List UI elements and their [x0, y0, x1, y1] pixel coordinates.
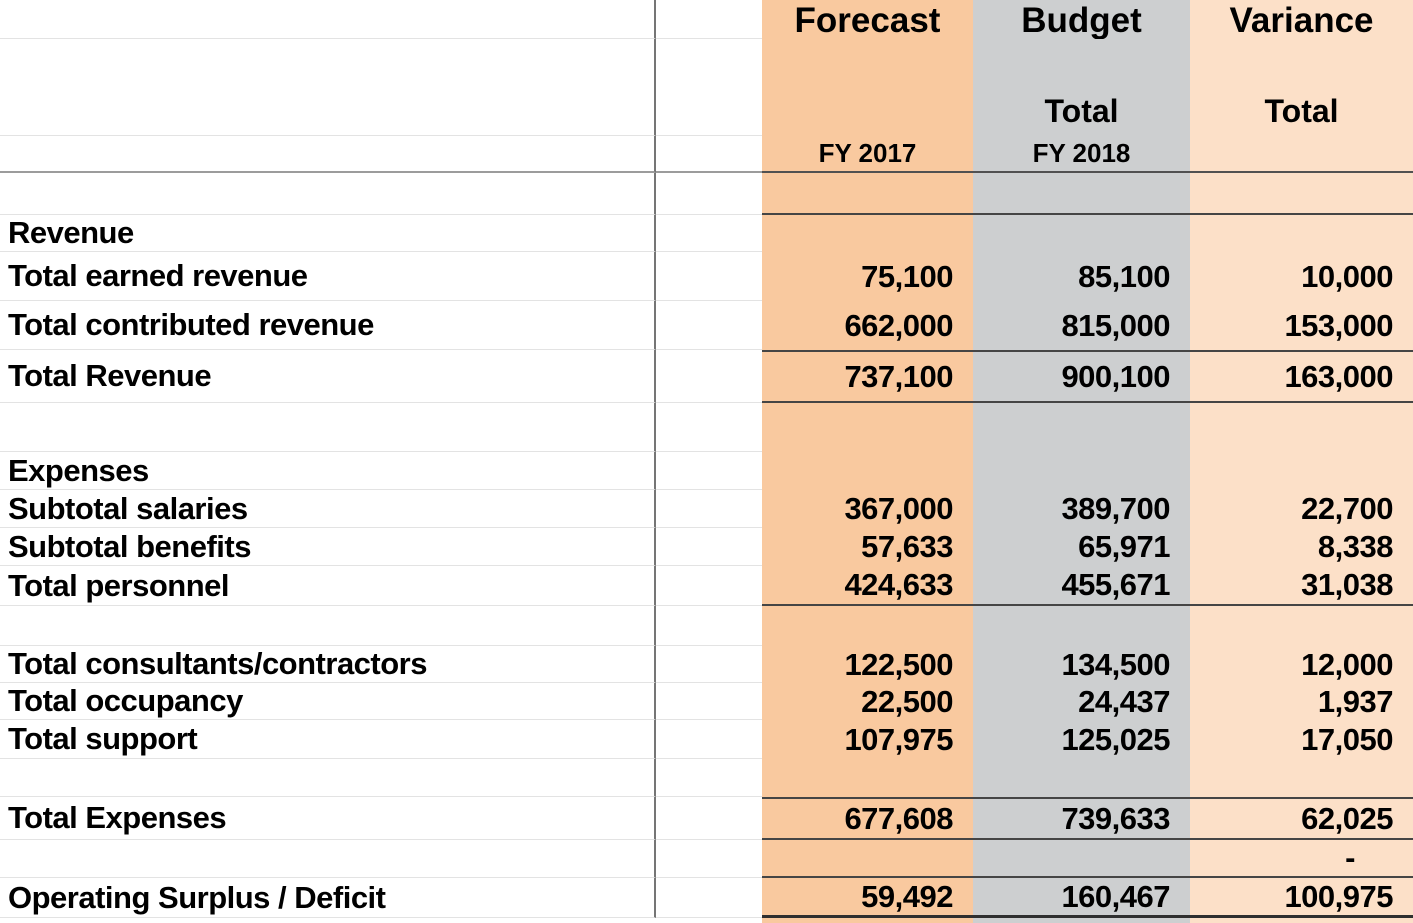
column-period-fy2018[interactable]: FY 2018: [973, 136, 1190, 173]
row-total-personnel: [0, 566, 1413, 606]
cell-blank[interactable]: [1190, 452, 1413, 490]
cell-blank[interactable]: [0, 606, 656, 646]
cell-personnel-budget[interactable]: 455,671: [973, 566, 1190, 606]
blank-row: [0, 606, 1413, 646]
cell-benefits-variance[interactable]: 8,338: [1190, 528, 1413, 566]
cell-blank[interactable]: [762, 759, 973, 797]
row-total-expenses: [0, 797, 1413, 840]
cell-blank: [656, 918, 762, 923]
cell-consultants-budget[interactable]: 134,500: [973, 646, 1190, 683]
cell-dash-variance[interactable]: -: [1190, 840, 1413, 878]
section-label-revenue[interactable]: Revenue: [0, 215, 656, 252]
cell-blank[interactable]: [656, 566, 762, 606]
row-earned-revenue: [0, 252, 1413, 301]
cell-blank: [1190, 918, 1413, 923]
row-label[interactable]: Total personnel: [0, 566, 656, 606]
cell-support-variance[interactable]: 17,050: [1190, 720, 1413, 759]
cell-blank[interactable]: [656, 252, 762, 301]
cell-personnel-forecast[interactable]: 424,633: [762, 566, 973, 606]
cell-blank: [0, 918, 656, 923]
cell-benefits-budget[interactable]: 65,971: [973, 528, 1190, 566]
header-row-total: [0, 39, 1413, 136]
row-revenue-section: [0, 215, 1413, 252]
cell-forecast-total-blank[interactable]: [762, 39, 973, 136]
row-label[interactable]: Operating Surplus / Deficit: [0, 878, 656, 918]
cell-earned-budget[interactable]: 85,100: [973, 252, 1190, 301]
row-subtotal-salaries: [0, 490, 1413, 528]
cell-blank[interactable]: [1190, 403, 1413, 452]
cell-blank[interactable]: [762, 840, 973, 878]
cell-support-budget[interactable]: 125,025: [973, 720, 1190, 759]
column-period-fy2017[interactable]: FY 2017: [762, 136, 973, 173]
cell-earned-forecast[interactable]: 75,100: [762, 252, 973, 301]
header-row-titles: [0, 0, 1413, 39]
cell-blank[interactable]: [762, 215, 973, 252]
cell-header-spacer-blank[interactable]: [656, 0, 762, 39]
cell-blank[interactable]: [973, 759, 1190, 797]
cell-contributed-forecast[interactable]: 662,000: [762, 301, 973, 350]
cell-blank[interactable]: [1190, 136, 1413, 173]
cell-blank[interactable]: [656, 173, 762, 215]
cell-header-label-blank[interactable]: [0, 0, 656, 39]
cell-total-expenses-forecast[interactable]: 677,608: [762, 797, 973, 840]
cell-contributed-variance[interactable]: 153,000: [1190, 301, 1413, 350]
cell-operating-forecast[interactable]: 59,492: [762, 878, 973, 918]
row-label[interactable]: Total consultants/contractors: [0, 646, 656, 683]
row-contributed-revenue: [0, 301, 1413, 350]
row-total-revenue: [0, 350, 1413, 403]
row-dash-spacer: [0, 840, 1413, 878]
cell-blank[interactable]: [656, 528, 762, 566]
blank-row: [0, 759, 1413, 797]
cell-blank[interactable]: [656, 350, 762, 403]
row-label[interactable]: Total support: [0, 720, 656, 759]
cell-blank[interactable]: [762, 606, 973, 646]
row-label[interactable]: Total Expenses: [0, 797, 656, 840]
cell-consultants-variance[interactable]: 12,000: [1190, 646, 1413, 683]
column-header-budget[interactable]: Budget: [973, 0, 1190, 39]
cell-total-expenses-budget[interactable]: 739,633: [973, 797, 1190, 840]
cell-blank[interactable]: [0, 840, 656, 878]
cell-blank[interactable]: [656, 39, 762, 136]
cell-blank[interactable]: [973, 452, 1190, 490]
cell-blank[interactable]: [0, 759, 656, 797]
cell-blank[interactable]: [656, 403, 762, 452]
cell-blank[interactable]: [656, 606, 762, 646]
row-operating-surplus: [0, 878, 1413, 918]
cell-occupancy-variance[interactable]: 1,937: [1190, 683, 1413, 720]
cell-blank[interactable]: [1190, 759, 1413, 797]
cell-blank[interactable]: [1190, 215, 1413, 252]
section-label-expenses[interactable]: Expenses: [0, 452, 656, 490]
cell-blank[interactable]: [0, 39, 656, 136]
row-label[interactable]: Total earned revenue: [0, 252, 656, 301]
cell-blank[interactable]: [656, 840, 762, 878]
cell-blank[interactable]: [656, 490, 762, 528]
cell-blank[interactable]: [762, 452, 973, 490]
cell-salaries-variance[interactable]: 22,700: [1190, 490, 1413, 528]
row-subtotal-benefits: [0, 528, 1413, 566]
cell-blank[interactable]: [656, 452, 762, 490]
column-header-forecast[interactable]: Forecast: [762, 0, 973, 39]
cell-support-forecast[interactable]: 107,975: [762, 720, 973, 759]
cell-operating-variance[interactable]: 100,975: [1190, 878, 1413, 918]
cell-consultants-forecast[interactable]: 122,500: [762, 646, 973, 683]
cell-blank[interactable]: [656, 797, 762, 840]
cell-blank[interactable]: [656, 759, 762, 797]
row-total-consultants: [0, 646, 1413, 683]
cell-blank[interactable]: [0, 173, 656, 215]
cell-blank[interactable]: [973, 173, 1190, 215]
column-subheader-budget-total[interactable]: Total: [973, 39, 1190, 136]
row-expenses-section: [0, 452, 1413, 490]
cell-occupancy-forecast[interactable]: 22,500: [762, 683, 973, 720]
cell-blank[interactable]: [973, 840, 1190, 878]
cell-blank[interactable]: [656, 646, 762, 683]
row-label[interactable]: Subtotal benefits: [0, 528, 656, 566]
row-total-occupancy: [0, 683, 1413, 720]
cell-blank[interactable]: [1190, 606, 1413, 646]
cell-blank[interactable]: [656, 136, 762, 173]
bottom-sliver-row: [0, 918, 1413, 923]
cell-blank[interactable]: [0, 403, 656, 452]
column-header-variance[interactable]: Variance: [1190, 0, 1413, 39]
row-label[interactable]: Total contributed revenue: [0, 301, 656, 350]
cell-salaries-budget[interactable]: 389,700: [973, 490, 1190, 528]
cell-blank[interactable]: [973, 403, 1190, 452]
cell-blank[interactable]: [0, 136, 656, 173]
row-label[interactable]: Subtotal salaries: [0, 490, 656, 528]
cell-benefits-forecast[interactable]: 57,633: [762, 528, 973, 566]
header-row-fiscal-year: [0, 136, 1413, 173]
cell-total-revenue-variance[interactable]: 163,000: [1190, 350, 1413, 403]
cell-blank[interactable]: [656, 215, 762, 252]
cell-blank[interactable]: [973, 215, 1190, 252]
row-label[interactable]: Total occupancy: [0, 683, 656, 720]
cell-blank: [762, 918, 973, 923]
cell-total-revenue-budget[interactable]: 900,100: [973, 350, 1190, 403]
cell-blank: [973, 918, 1190, 923]
cell-total-revenue-forecast[interactable]: 737,100: [762, 350, 973, 403]
column-subheader-variance-total[interactable]: Total: [1190, 39, 1413, 136]
cell-blank[interactable]: [1190, 173, 1413, 215]
cell-earned-variance[interactable]: 10,000: [1190, 252, 1413, 301]
cell-blank[interactable]: [656, 683, 762, 720]
blank-row: [0, 403, 1413, 452]
cell-blank[interactable]: [656, 878, 762, 918]
spacer-band-row: [0, 173, 1413, 215]
cell-blank[interactable]: [973, 606, 1190, 646]
cell-total-expenses-variance[interactable]: 62,025: [1190, 797, 1413, 840]
cell-occupancy-budget[interactable]: 24,437: [973, 683, 1190, 720]
cell-personnel-variance[interactable]: 31,038: [1190, 566, 1413, 606]
row-label[interactable]: Total Revenue: [0, 350, 656, 403]
cell-blank[interactable]: [656, 720, 762, 759]
row-total-support: [0, 720, 1413, 759]
cell-blank[interactable]: [762, 173, 973, 215]
cell-operating-budget[interactable]: 160,467: [973, 878, 1190, 918]
cell-blank[interactable]: [762, 403, 973, 452]
cell-blank[interactable]: [656, 301, 762, 350]
cell-contributed-budget[interactable]: 815,000: [973, 301, 1190, 350]
cell-salaries-forecast[interactable]: 367,000: [762, 490, 973, 528]
